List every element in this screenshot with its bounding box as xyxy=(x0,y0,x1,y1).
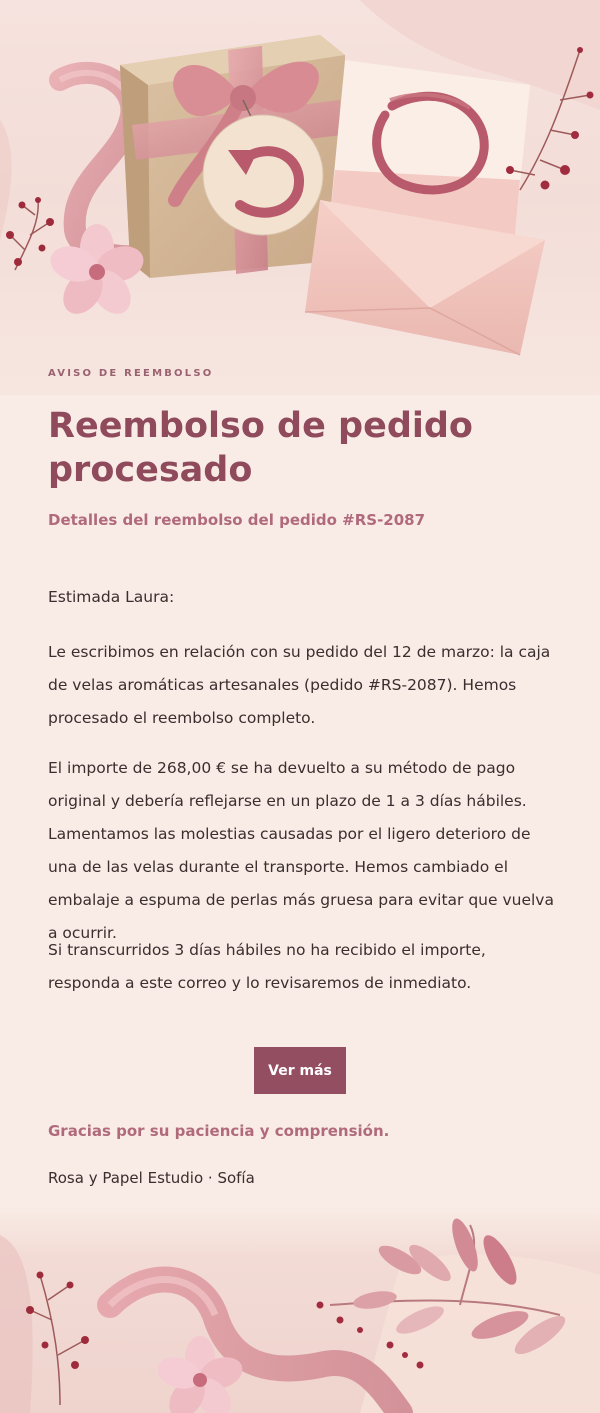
order-subtitle: Detalles del reembolso del pedido #RS-2087 xyxy=(48,511,426,529)
hero-illustration xyxy=(0,0,600,395)
signature: Rosa y Papel Estudio · Sofía xyxy=(48,1169,255,1187)
body-paragraph-refund: El importe de 268,00 € se ha devuelto a su método de pago original y debería reflejarse en un plazo de 1 a 3 días hábiles. Lamentamos las molestias causadas por el ligero deterioro de una de las velas durante el transporte. Hemos cambiado el embalaje a espuma de perlas más gruesa para evitar que vuelva a ocurrir. xyxy=(48,759,554,942)
footer-illustration xyxy=(0,1205,600,1413)
page-title: Reembolso de pedido procesado xyxy=(48,406,473,490)
gift-box-illustration xyxy=(120,35,345,278)
greeting: Estimada Laura: xyxy=(48,588,175,606)
body-paragraph-contact: Si transcurridos 3 días hábiles no ha recibido el importe, responda a este correo y lo revisaremos de inmediato. xyxy=(48,941,486,992)
body-paragraph-order: Le escribimos en relación con su pedido del 12 de marzo: la caja de velas aromáticas artesanales (pedido #RS-2087). Hemos procesado el reembolso completo. xyxy=(48,643,551,727)
thanks-line: Gracias por su paciencia y comprensión. xyxy=(48,1122,390,1140)
notice-eyebrow: AVISO DE REEMBOLSO xyxy=(48,368,214,379)
see-more-button[interactable]: Ver más xyxy=(254,1047,346,1094)
